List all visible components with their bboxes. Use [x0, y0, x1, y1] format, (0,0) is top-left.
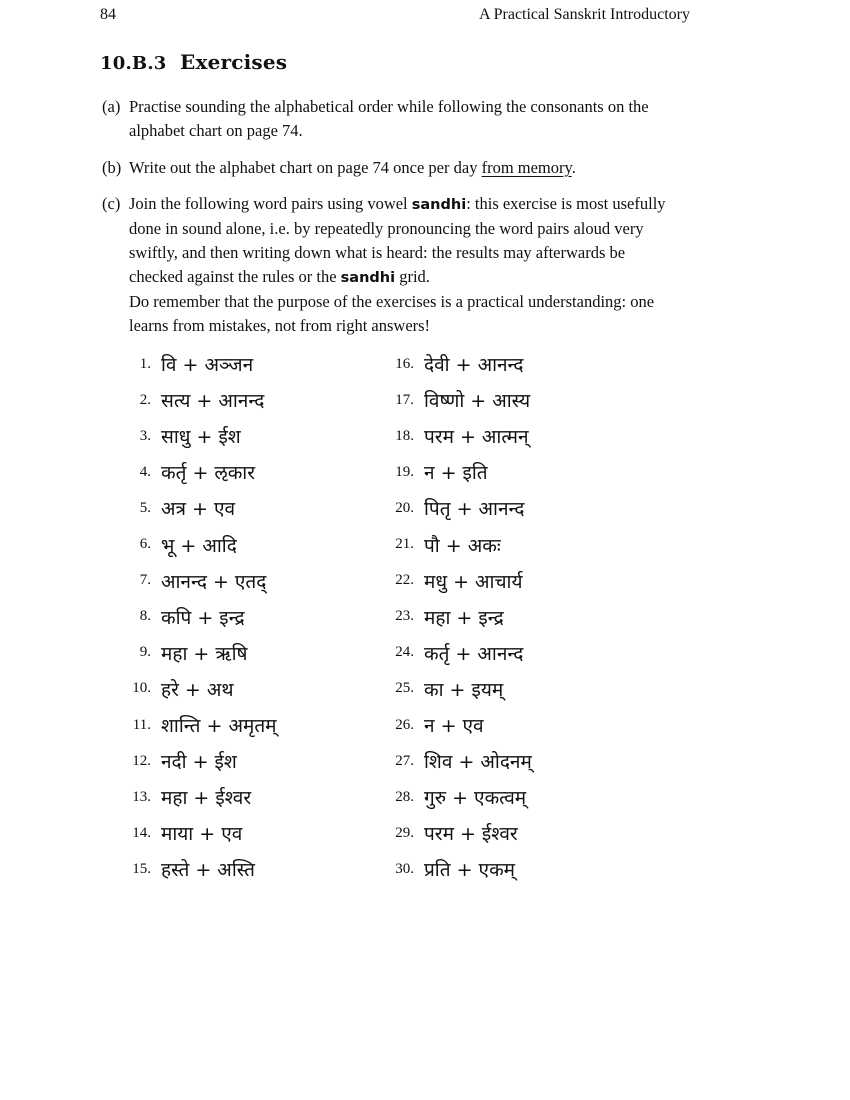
word-pair-text: कर्तृ + ऌकार — [161, 462, 255, 485]
word-pair-number: 23. — [395, 608, 414, 625]
word-pair-number: 13. — [132, 788, 151, 805]
word-pair-text: गुरु + एकत्वम् — [424, 787, 527, 810]
word-pair-number: 8. — [139, 608, 151, 625]
exercise-b — [102, 156, 682, 180]
word-pair-item — [388, 856, 638, 892]
word-pair-item — [125, 604, 375, 640]
book-title: A Practical Sanskrit Introductory — [478, 6, 690, 23]
from-memory-emphasis: from memory — [481, 158, 572, 177]
word-pair-number: 26. — [395, 716, 414, 733]
word-pair-item — [125, 784, 375, 820]
word-pair-text: मधु + आचार्य — [424, 570, 523, 593]
exercise-c-p1-part1: Join the following word pairs using vowel — [129, 194, 412, 213]
section-title: Exercises — [180, 50, 288, 74]
word-pair-item — [388, 495, 638, 531]
word-pair-item — [388, 532, 638, 568]
word-pair-item — [125, 423, 375, 459]
word-pair-text: वि + अञ्जन — [161, 354, 254, 376]
exercise-b-text-before: Write out the alphabet chart on page 74 once per day — [129, 158, 482, 177]
word-pair-text: अत्र + एव — [161, 498, 236, 521]
word-pair-number: 21. — [395, 536, 414, 552]
exercise-c-p1-part3: grid. — [395, 267, 430, 286]
word-pair-text: विष्णो + आस्य — [424, 390, 531, 413]
word-pair-text: महा + इन्द्र — [424, 606, 504, 629]
word-pair-text: साधु + ईश — [161, 426, 241, 449]
word-pair-number: 29. — [395, 824, 414, 841]
word-pair-text: महा + ऋषि — [161, 642, 248, 665]
word-pair-text: न + इति — [424, 462, 488, 485]
word-pair-number: 2. — [139, 391, 151, 408]
word-pair-item — [388, 387, 638, 423]
word-pair-item — [388, 748, 638, 784]
word-pair-number: 20. — [395, 499, 414, 516]
word-pair-number: 30. — [395, 860, 414, 877]
word-pair-text: का + इयम् — [424, 678, 504, 701]
word-pair-number: 28. — [395, 788, 414, 805]
word-pair-item — [388, 676, 638, 712]
word-pair-text: सत्य + आनन्द — [161, 390, 265, 413]
exercise-c-paragraph-2: Do remember that the purpose of the exercises is a practical understanding: one learns from mistakes, not from right answers! — [129, 292, 655, 335]
exercise-c — [102, 192, 682, 338]
running-head — [100, 6, 690, 28]
word-pair-text: पितृ + आनन्द — [424, 498, 525, 521]
word-pair-number: 1. — [139, 355, 151, 372]
exercise-c-p1-part2: : this exercise is most usefully done in sound alone, i.e. by repeatedly pronouncing the word pairs aloud very swiftly, and then writing down what is heard: the results may afterwards be checked against the rules or the — [129, 194, 666, 286]
word-pair-text: प्रति + एकम् — [424, 859, 516, 882]
word-pair-number: 6. — [139, 536, 151, 552]
exercise-a-marker: (a) — [102, 97, 121, 116]
word-pair-item — [125, 748, 375, 784]
exercise-a — [102, 95, 682, 143]
word-pair-number: 25. — [395, 680, 414, 697]
word-pair-item — [125, 712, 375, 748]
exercise-c-paragraph-1 — [129, 192, 682, 290]
word-pair-number: 4. — [139, 463, 151, 480]
sandhi-term: sandhi — [340, 270, 396, 286]
word-pair-text: हस्ते + अस्ति — [161, 859, 255, 882]
word-pair-item — [388, 640, 638, 676]
word-pair-number: 14. — [132, 824, 151, 841]
word-pair-text: भू + आदि — [161, 534, 237, 557]
word-pair-item — [125, 856, 375, 892]
sandhi-term: sandhi — [411, 197, 467, 213]
word-pair-item — [125, 640, 375, 676]
word-pair-text: महा + ईश्वर — [161, 787, 252, 810]
word-pair-number: 9. — [139, 644, 151, 661]
word-pair-number: 22. — [395, 572, 414, 589]
page-number: 84 — [100, 6, 116, 23]
word-pair-text: देवी + आनन्द — [424, 354, 524, 376]
word-pair-text: नदी + ईश — [161, 751, 237, 774]
exercise-c-marker: (c) — [102, 194, 121, 213]
word-pair-number: 11. — [132, 716, 151, 733]
word-pairs-list — [125, 351, 685, 891]
word-pair-item — [125, 495, 375, 531]
word-pair-number: 18. — [395, 427, 414, 444]
word-pair-item — [388, 459, 638, 495]
word-pair-text: हरे + अथ — [161, 678, 234, 701]
word-pair-number: 17. — [395, 391, 414, 408]
word-pair-item — [388, 351, 638, 387]
word-pair-number: 24. — [395, 644, 414, 661]
word-pair-text: पौ + अकः — [424, 534, 501, 557]
word-pair-item — [388, 423, 638, 459]
word-pair-number: 15. — [132, 860, 151, 877]
word-pair-item — [388, 784, 638, 820]
word-pair-item — [125, 351, 375, 387]
section-number: 10.B.3 — [100, 53, 167, 74]
word-pair-item — [388, 820, 638, 856]
word-pair-item — [125, 820, 375, 856]
word-pair-text: माया + एव — [161, 823, 243, 846]
word-pair-number: 10. — [132, 680, 151, 697]
word-pair-number: 27. — [395, 752, 414, 769]
word-pair-text: शिव + ओदनम् — [424, 751, 532, 774]
word-pair-number: 7. — [139, 572, 151, 589]
word-pair-item — [388, 604, 638, 640]
exercise-b-text-after: . — [571, 158, 576, 177]
word-pair-item — [125, 532, 375, 568]
word-pair-item — [125, 676, 375, 712]
word-pair-item — [125, 568, 375, 604]
word-pair-number: 3. — [139, 427, 151, 444]
exercise-b-text — [129, 156, 682, 180]
word-pair-item — [388, 712, 638, 748]
exercise-b-marker: (b) — [102, 158, 122, 177]
section-heading — [100, 50, 287, 74]
word-pair-text: परम + ईश्वर — [424, 823, 518, 846]
exercise-a-text: Practise sounding the alphabetical order while following the consonants on the alphabet chart on page 74. — [129, 97, 649, 140]
word-pair-text: न + एव — [424, 715, 484, 737]
word-pair-number: 16. — [395, 355, 414, 372]
word-pair-text: आनन्द + एतद् — [161, 570, 267, 593]
word-pair-text: परम + आत्मन् — [424, 426, 529, 449]
word-pair-number: 19. — [395, 463, 414, 480]
word-pair-text: कपि + इन्द्र — [161, 606, 245, 629]
word-pair-text: कर्तृ + आनन्द — [424, 642, 524, 665]
word-pair-number: 12. — [132, 752, 151, 769]
word-pair-item — [125, 459, 375, 495]
word-pair-text: शान्ति + अमृतम् — [161, 715, 277, 737]
word-pair-item — [125, 387, 375, 423]
word-pair-number: 5. — [139, 499, 151, 516]
word-pair-item — [388, 568, 638, 604]
